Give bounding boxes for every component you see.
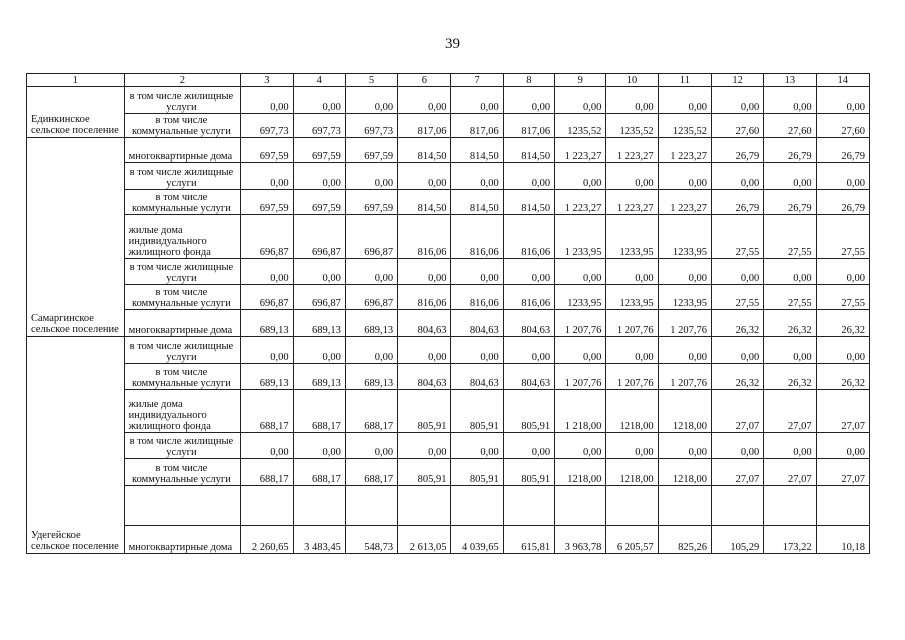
value-cell <box>555 486 606 526</box>
value-cell: 0,00 <box>711 337 763 364</box>
value-cell: 0,00 <box>398 87 451 114</box>
value-cell: 27,07 <box>711 459 763 486</box>
value-cell: 27,60 <box>764 114 816 138</box>
value-cell: 27,55 <box>764 285 816 310</box>
value-cell: 26,79 <box>764 138 816 163</box>
value-cell: 688,17 <box>241 390 293 433</box>
value-cell: 805,91 <box>398 390 451 433</box>
value-cell: 26,32 <box>816 364 869 390</box>
value-cell: 0,00 <box>555 337 606 364</box>
value-cell: 0,00 <box>241 337 293 364</box>
value-cell: 26,79 <box>764 190 816 215</box>
value-cell: 697,59 <box>293 138 345 163</box>
value-cell <box>764 486 816 526</box>
value-cell: 1 223,27 <box>658 190 711 215</box>
value-cell: 0,00 <box>711 259 763 285</box>
value-cell: 825,26 <box>658 526 711 554</box>
value-cell: 0,00 <box>503 87 554 114</box>
value-cell: 1 223,27 <box>555 190 606 215</box>
value-cell: 696,87 <box>241 215 293 259</box>
value-cell: 689,13 <box>345 364 397 390</box>
value-cell: 0,00 <box>764 87 816 114</box>
value-cell: 0,00 <box>293 163 345 190</box>
value-cell: 697,73 <box>293 114 345 138</box>
column-header: 13 <box>764 74 816 87</box>
column-header: 7 <box>451 74 503 87</box>
value-cell: 817,06 <box>398 114 451 138</box>
value-cell: 805,91 <box>451 459 503 486</box>
value-cell: 3 483,45 <box>293 526 345 554</box>
table-row <box>27 390 870 433</box>
value-cell: 1218,00 <box>658 459 711 486</box>
value-cell: 26,32 <box>764 310 816 337</box>
value-cell: 0,00 <box>293 259 345 285</box>
value-cell <box>398 486 451 526</box>
value-cell: 26,79 <box>711 190 763 215</box>
value-cell: 1233,95 <box>606 285 658 310</box>
value-cell: 689,13 <box>293 364 345 390</box>
value-cell: 0,00 <box>345 163 397 190</box>
value-cell: 2 260,65 <box>241 526 293 554</box>
value-cell: 0,00 <box>764 259 816 285</box>
value-cell: 689,13 <box>345 310 397 337</box>
table-row <box>27 459 870 486</box>
value-cell: 1233,95 <box>658 285 711 310</box>
value-cell: 696,87 <box>345 215 397 259</box>
table-row <box>27 259 870 285</box>
table-row <box>27 215 870 259</box>
value-cell: 697,73 <box>241 114 293 138</box>
value-cell: 817,06 <box>451 114 503 138</box>
value-cell: 0,00 <box>241 87 293 114</box>
region-name: Единкинское сельское поселение <box>27 87 125 138</box>
value-cell: 27,55 <box>711 215 763 259</box>
column-header: 8 <box>503 74 554 87</box>
value-cell: 814,50 <box>451 190 503 215</box>
value-cell: 0,00 <box>555 259 606 285</box>
value-cell <box>451 486 503 526</box>
header-row <box>27 74 870 87</box>
value-cell: 0,00 <box>816 163 869 190</box>
value-cell: 26,32 <box>764 364 816 390</box>
value-cell: 0,00 <box>658 433 711 459</box>
region-name: Удегейское сельское поселение <box>27 337 125 554</box>
value-cell: 0,00 <box>398 433 451 459</box>
value-cell: 804,63 <box>398 364 451 390</box>
value-cell: 804,63 <box>398 310 451 337</box>
value-cell: 0,00 <box>658 87 711 114</box>
value-cell: 1218,00 <box>555 459 606 486</box>
value-cell: 27,55 <box>764 215 816 259</box>
value-cell: 0,00 <box>345 433 397 459</box>
value-cell: 0,00 <box>555 87 606 114</box>
value-cell: 0,00 <box>398 259 451 285</box>
value-cell: 697,59 <box>241 138 293 163</box>
row-label: в том числе жилищные услуги <box>124 433 241 459</box>
value-cell: 689,13 <box>241 364 293 390</box>
value-cell: 1218,00 <box>658 390 711 433</box>
table-row <box>27 433 870 459</box>
row-label: многоквартирные дома <box>124 310 241 337</box>
value-cell: 1235,52 <box>555 114 606 138</box>
value-cell: 1 207,76 <box>606 310 658 337</box>
value-cell: 1235,52 <box>606 114 658 138</box>
table-row <box>27 163 870 190</box>
value-cell: 688,17 <box>293 390 345 433</box>
value-cell: 1 207,76 <box>555 310 606 337</box>
column-header: 1 <box>27 74 125 87</box>
value-cell: 0,00 <box>398 337 451 364</box>
value-cell: 0,00 <box>816 87 869 114</box>
value-cell: 1 207,76 <box>606 364 658 390</box>
value-cell: 0,00 <box>606 87 658 114</box>
value-cell: 1218,00 <box>606 459 658 486</box>
value-cell: 0,00 <box>606 337 658 364</box>
value-cell: 0,00 <box>503 433 554 459</box>
row-label: жилые дома индивидуального жилищного фонда <box>124 215 241 259</box>
value-cell: 1 223,27 <box>606 138 658 163</box>
value-cell: 1233,95 <box>658 215 711 259</box>
column-header: 3 <box>241 74 293 87</box>
column-header: 12 <box>711 74 763 87</box>
value-cell: 105,29 <box>711 526 763 554</box>
table-row <box>27 526 870 554</box>
value-cell: 816,06 <box>451 285 503 310</box>
value-cell: 27,07 <box>711 390 763 433</box>
value-cell: 688,17 <box>293 459 345 486</box>
value-cell: 1 223,27 <box>555 138 606 163</box>
table-row <box>27 87 870 114</box>
value-cell: 615,81 <box>503 526 554 554</box>
row-label: жилые дома индивидуального жилищного фонда <box>124 390 241 433</box>
value-cell: 0,00 <box>816 337 869 364</box>
value-cell: 697,73 <box>345 114 397 138</box>
value-cell: 814,50 <box>503 190 554 215</box>
value-cell: 697,59 <box>241 190 293 215</box>
value-cell: 1 223,27 <box>606 190 658 215</box>
value-cell <box>503 486 554 526</box>
value-cell: 816,06 <box>398 285 451 310</box>
value-cell: 26,79 <box>816 138 869 163</box>
table-row <box>27 364 870 390</box>
value-cell: 0,00 <box>345 87 397 114</box>
row-label: в том числе жилищные услуги <box>124 337 241 364</box>
value-cell: 0,00 <box>711 163 763 190</box>
row-label <box>124 486 241 526</box>
value-cell: 696,87 <box>241 285 293 310</box>
value-cell: 697,59 <box>293 190 345 215</box>
value-cell: 805,91 <box>503 459 554 486</box>
column-header: 2 <box>124 74 241 87</box>
value-cell: 1235,52 <box>658 114 711 138</box>
value-cell: 548,73 <box>345 526 397 554</box>
value-cell <box>816 486 869 526</box>
value-cell <box>711 486 763 526</box>
value-cell: 804,63 <box>503 310 554 337</box>
value-cell: 0,00 <box>503 337 554 364</box>
value-cell: 805,91 <box>451 390 503 433</box>
value-cell: 0,00 <box>658 259 711 285</box>
value-cell: 26,79 <box>711 138 763 163</box>
value-cell: 688,17 <box>345 459 397 486</box>
value-cell: 696,87 <box>293 285 345 310</box>
value-cell: 0,00 <box>241 163 293 190</box>
value-cell: 26,79 <box>816 190 869 215</box>
column-header: 6 <box>398 74 451 87</box>
row-label: многоквартирные дома <box>124 526 241 554</box>
value-cell: 805,91 <box>398 459 451 486</box>
value-cell: 814,50 <box>503 138 554 163</box>
value-cell: 26,32 <box>711 364 763 390</box>
value-cell: 689,13 <box>293 310 345 337</box>
value-cell: 0,00 <box>606 163 658 190</box>
value-cell: 10,18 <box>816 526 869 554</box>
value-cell: 4 039,65 <box>451 526 503 554</box>
value-cell: 0,00 <box>451 337 503 364</box>
value-cell: 1 218,00 <box>555 390 606 433</box>
value-cell: 696,87 <box>293 215 345 259</box>
value-cell: 816,06 <box>503 215 554 259</box>
row-label: в том числе коммунальные услуги <box>124 459 241 486</box>
value-cell: 0,00 <box>293 337 345 364</box>
value-cell: 27,60 <box>816 114 869 138</box>
value-cell: 0,00 <box>764 337 816 364</box>
value-cell: 0,00 <box>606 259 658 285</box>
value-cell: 0,00 <box>503 259 554 285</box>
value-cell: 0,00 <box>398 163 451 190</box>
row-label: в том числе коммунальные услуги <box>124 364 241 390</box>
value-cell <box>293 486 345 526</box>
value-cell: 0,00 <box>293 87 345 114</box>
value-cell: 817,06 <box>503 114 554 138</box>
column-header: 11 <box>658 74 711 87</box>
value-cell: 805,91 <box>503 390 554 433</box>
value-cell: 0,00 <box>451 163 503 190</box>
table-row <box>27 138 870 163</box>
value-cell: 697,59 <box>345 138 397 163</box>
value-cell: 816,06 <box>398 215 451 259</box>
value-cell: 697,59 <box>345 190 397 215</box>
value-cell: 0,00 <box>764 433 816 459</box>
tariff-table <box>26 73 870 554</box>
row-label: в том числе жилищные услуги <box>124 259 241 285</box>
value-cell: 0,00 <box>293 433 345 459</box>
value-cell: 804,63 <box>503 364 554 390</box>
table-row <box>27 285 870 310</box>
value-cell: 0,00 <box>451 433 503 459</box>
value-cell: 0,00 <box>764 163 816 190</box>
column-header: 4 <box>293 74 345 87</box>
value-cell: 27,07 <box>816 390 869 433</box>
value-cell: 26,32 <box>816 310 869 337</box>
value-cell: 0,00 <box>451 87 503 114</box>
value-cell: 0,00 <box>241 259 293 285</box>
value-cell: 689,13 <box>241 310 293 337</box>
value-cell: 688,17 <box>241 459 293 486</box>
row-label: в том числе жилищные услуги <box>124 87 241 114</box>
value-cell: 814,50 <box>398 190 451 215</box>
value-cell: 0,00 <box>816 259 869 285</box>
value-cell: 0,00 <box>606 433 658 459</box>
column-header: 14 <box>816 74 869 87</box>
value-cell: 1218,00 <box>606 390 658 433</box>
region-name: Самаргинское сельское поселение <box>27 138 125 337</box>
value-cell: 0,00 <box>503 163 554 190</box>
value-cell <box>345 486 397 526</box>
table-row <box>27 486 870 526</box>
value-cell: 816,06 <box>503 285 554 310</box>
value-cell: 814,50 <box>398 138 451 163</box>
value-cell <box>241 486 293 526</box>
value-cell: 27,07 <box>816 459 869 486</box>
table-row <box>27 114 870 138</box>
value-cell: 0,00 <box>345 259 397 285</box>
row-label: многоквартирные дома <box>124 138 241 163</box>
value-cell: 1 233,95 <box>555 215 606 259</box>
column-header: 5 <box>345 74 397 87</box>
value-cell: 26,32 <box>711 310 763 337</box>
value-cell: 27,55 <box>816 285 869 310</box>
value-cell <box>658 486 711 526</box>
value-cell: 0,00 <box>658 163 711 190</box>
value-cell: 814,50 <box>451 138 503 163</box>
value-cell: 27,07 <box>764 459 816 486</box>
value-cell: 0,00 <box>711 433 763 459</box>
value-cell: 804,63 <box>451 310 503 337</box>
table-row <box>27 337 870 364</box>
value-cell: 1233,95 <box>606 215 658 259</box>
row-label: в том числе коммунальные услуги <box>124 114 241 138</box>
value-cell: 27,55 <box>711 285 763 310</box>
value-cell: 27,55 <box>816 215 869 259</box>
value-cell: 173,22 <box>764 526 816 554</box>
table-row <box>27 190 870 215</box>
value-cell: 1 207,76 <box>555 364 606 390</box>
value-cell: 0,00 <box>658 337 711 364</box>
row-label: в том числе коммунальные услуги <box>124 190 241 215</box>
row-label: в том числе жилищные услуги <box>124 163 241 190</box>
value-cell: 27,07 <box>764 390 816 433</box>
column-header: 9 <box>555 74 606 87</box>
value-cell: 0,00 <box>241 433 293 459</box>
column-header: 10 <box>606 74 658 87</box>
value-cell: 0,00 <box>555 163 606 190</box>
value-cell: 3 963,78 <box>555 526 606 554</box>
value-cell: 1 207,76 <box>658 364 711 390</box>
value-cell: 816,06 <box>451 215 503 259</box>
table-body <box>27 74 870 554</box>
table-row <box>27 310 870 337</box>
value-cell: 0,00 <box>451 259 503 285</box>
value-cell: 1 207,76 <box>658 310 711 337</box>
value-cell: 0,00 <box>711 87 763 114</box>
value-cell: 0,00 <box>816 433 869 459</box>
value-cell: 27,60 <box>711 114 763 138</box>
row-label: в том числе коммунальные услуги <box>124 285 241 310</box>
value-cell: 688,17 <box>345 390 397 433</box>
value-cell: 1233,95 <box>555 285 606 310</box>
value-cell: 0,00 <box>345 337 397 364</box>
value-cell: 1 223,27 <box>658 138 711 163</box>
value-cell: 696,87 <box>345 285 397 310</box>
value-cell: 0,00 <box>555 433 606 459</box>
value-cell: 2 613,05 <box>398 526 451 554</box>
page-number: 39 <box>445 36 460 52</box>
value-cell: 804,63 <box>451 364 503 390</box>
value-cell: 6 205,57 <box>606 526 658 554</box>
value-cell <box>606 486 658 526</box>
